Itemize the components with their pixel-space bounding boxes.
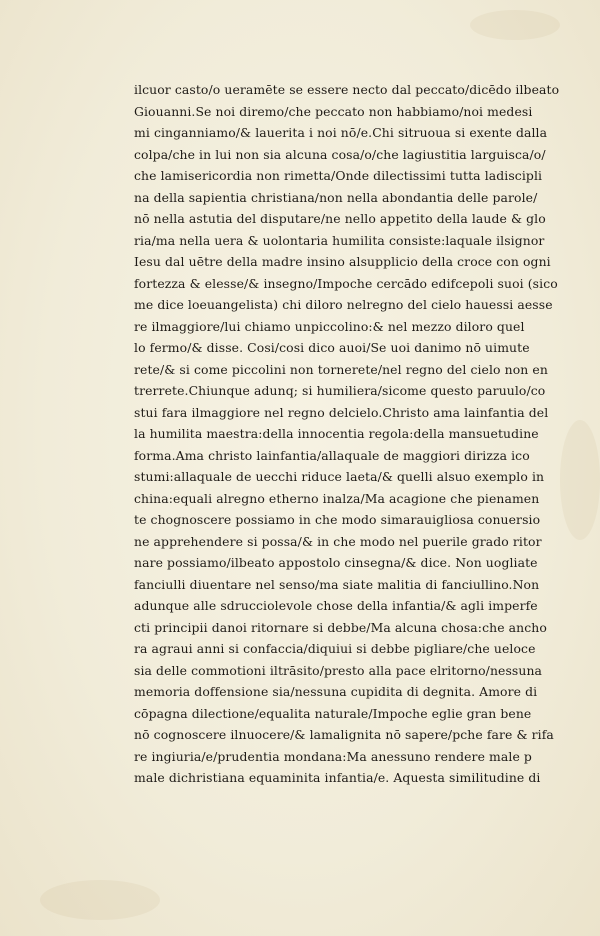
text-line: forma.Ama christo lainfantia/allaquale de maggiori dirizza ico (134, 447, 530, 463)
paper-stain (40, 880, 160, 920)
text-line: adunque alle sdrucciolevole chose della infantia/& agli imperfe (134, 598, 538, 613)
text-line: na della sapientia christiana/non nella abondantia delle parole/ (134, 189, 538, 205)
text-line: cti principii danoi ritornare si debbe/Ma alcuna chosa:che ancho (134, 619, 547, 635)
text-line: trerrete.Chiunque adunq; si humiliera/sicome questo paruulo/co (134, 383, 546, 398)
text-line: nō cognoscere ilnuocere/& lamalignita nō sapere/pche fare & rifa (134, 727, 554, 742)
text-line: ne apprehendere si possa/& in che modo nel puerile grado ritor (134, 533, 542, 549)
text-line: stumi:allaquale de uecchi riduce laeta/& quelli alsuo exemplo in (134, 469, 545, 484)
text-line: nō nella astutia del disputare/ne nello appetito della laude & glo (134, 211, 546, 226)
text-line: male dichristiana equaminita infantia/e. Aquesta similitudine di (134, 770, 541, 785)
text-line: ilcuor casto/o ueramēte se essere necto dal peccato/dicēdo ilbeato (134, 82, 560, 97)
paper-stain (560, 420, 600, 540)
text-line: che lamisericordia non rimetta/Onde dilectissimi tutta ladiscipli (134, 168, 543, 183)
text-line: colpa/che in lui non sia alcuna cosa/o/che lagiustitia larguisca/o/ (134, 146, 546, 162)
text-line: memoria doffensione sia/nessuna cupidita di degnita. Amore di (134, 684, 538, 699)
text-line: re ingiuria/e/prudentia mondana:Ma anessuno rendere male p (134, 748, 532, 764)
text-line: china:equali alregno etherno inalza/Ma acagione che pienamen (134, 490, 540, 506)
text-line: sia delle commotioni iltrāsito/presto alla pace elritorno/nessuna (134, 662, 543, 678)
text-line: ra agraui anni si confaccia/diquiui si debbe pigliare/che ueloce (134, 641, 536, 656)
text-line: ria/ma nella uera & uolontaria humilita consiste:laquale ilsignor (134, 232, 545, 248)
text-line: cōpagna dilectione/equalita naturale/Impoche eglie gran bene (134, 705, 532, 721)
text-line: fanciulli diuentare nel senso/ma siate malitia di fanciullino.Non (134, 576, 540, 592)
text-line: re ilmaggiore/lui chiamo unpiccolino:& nel mezzo diloro quel (134, 318, 525, 334)
text-line: lo fermo/& disse. Cosi/cosi dico auoi/Se uoi danimo nō uimute (134, 340, 530, 355)
text-column (134, 79, 564, 789)
text-line: fortezza & elesse/& insegno/Impoche cercādo edifcepoli suoi (sico (134, 275, 558, 291)
text-line: mi cinganniamo/& lauerita i noi nō/e.Chi sitruoua si exente dalla (134, 125, 548, 140)
text-line: stui fara ilmaggiore nel regno delcielo.Christo ama lainfantia del (134, 404, 549, 420)
text-line: te chognoscere possiamo in che modo simarauigliosa conuersio (134, 512, 541, 527)
text-line: me dice loeuangelista) chi diloro nelregno del cielo hauessi aesse (134, 297, 553, 312)
text-line: Giouanni.Se noi diremo/che peccato non habbiamo/noi medesi (134, 103, 533, 119)
text-line: Iesu dal uētre della madre insino alsupplicio della croce con ogni (134, 254, 551, 269)
text-line: nare possiamo/ilbeato appostolo cinsegna/& dice. Non uogliate (134, 555, 538, 570)
paper-stain (470, 10, 560, 40)
text-line: rete/& si come piccolini non tornerete/nel regno del cielo non en (134, 361, 548, 377)
text-line: la humilita maestra:della innocentia regola:della mansuetudine (134, 426, 539, 441)
